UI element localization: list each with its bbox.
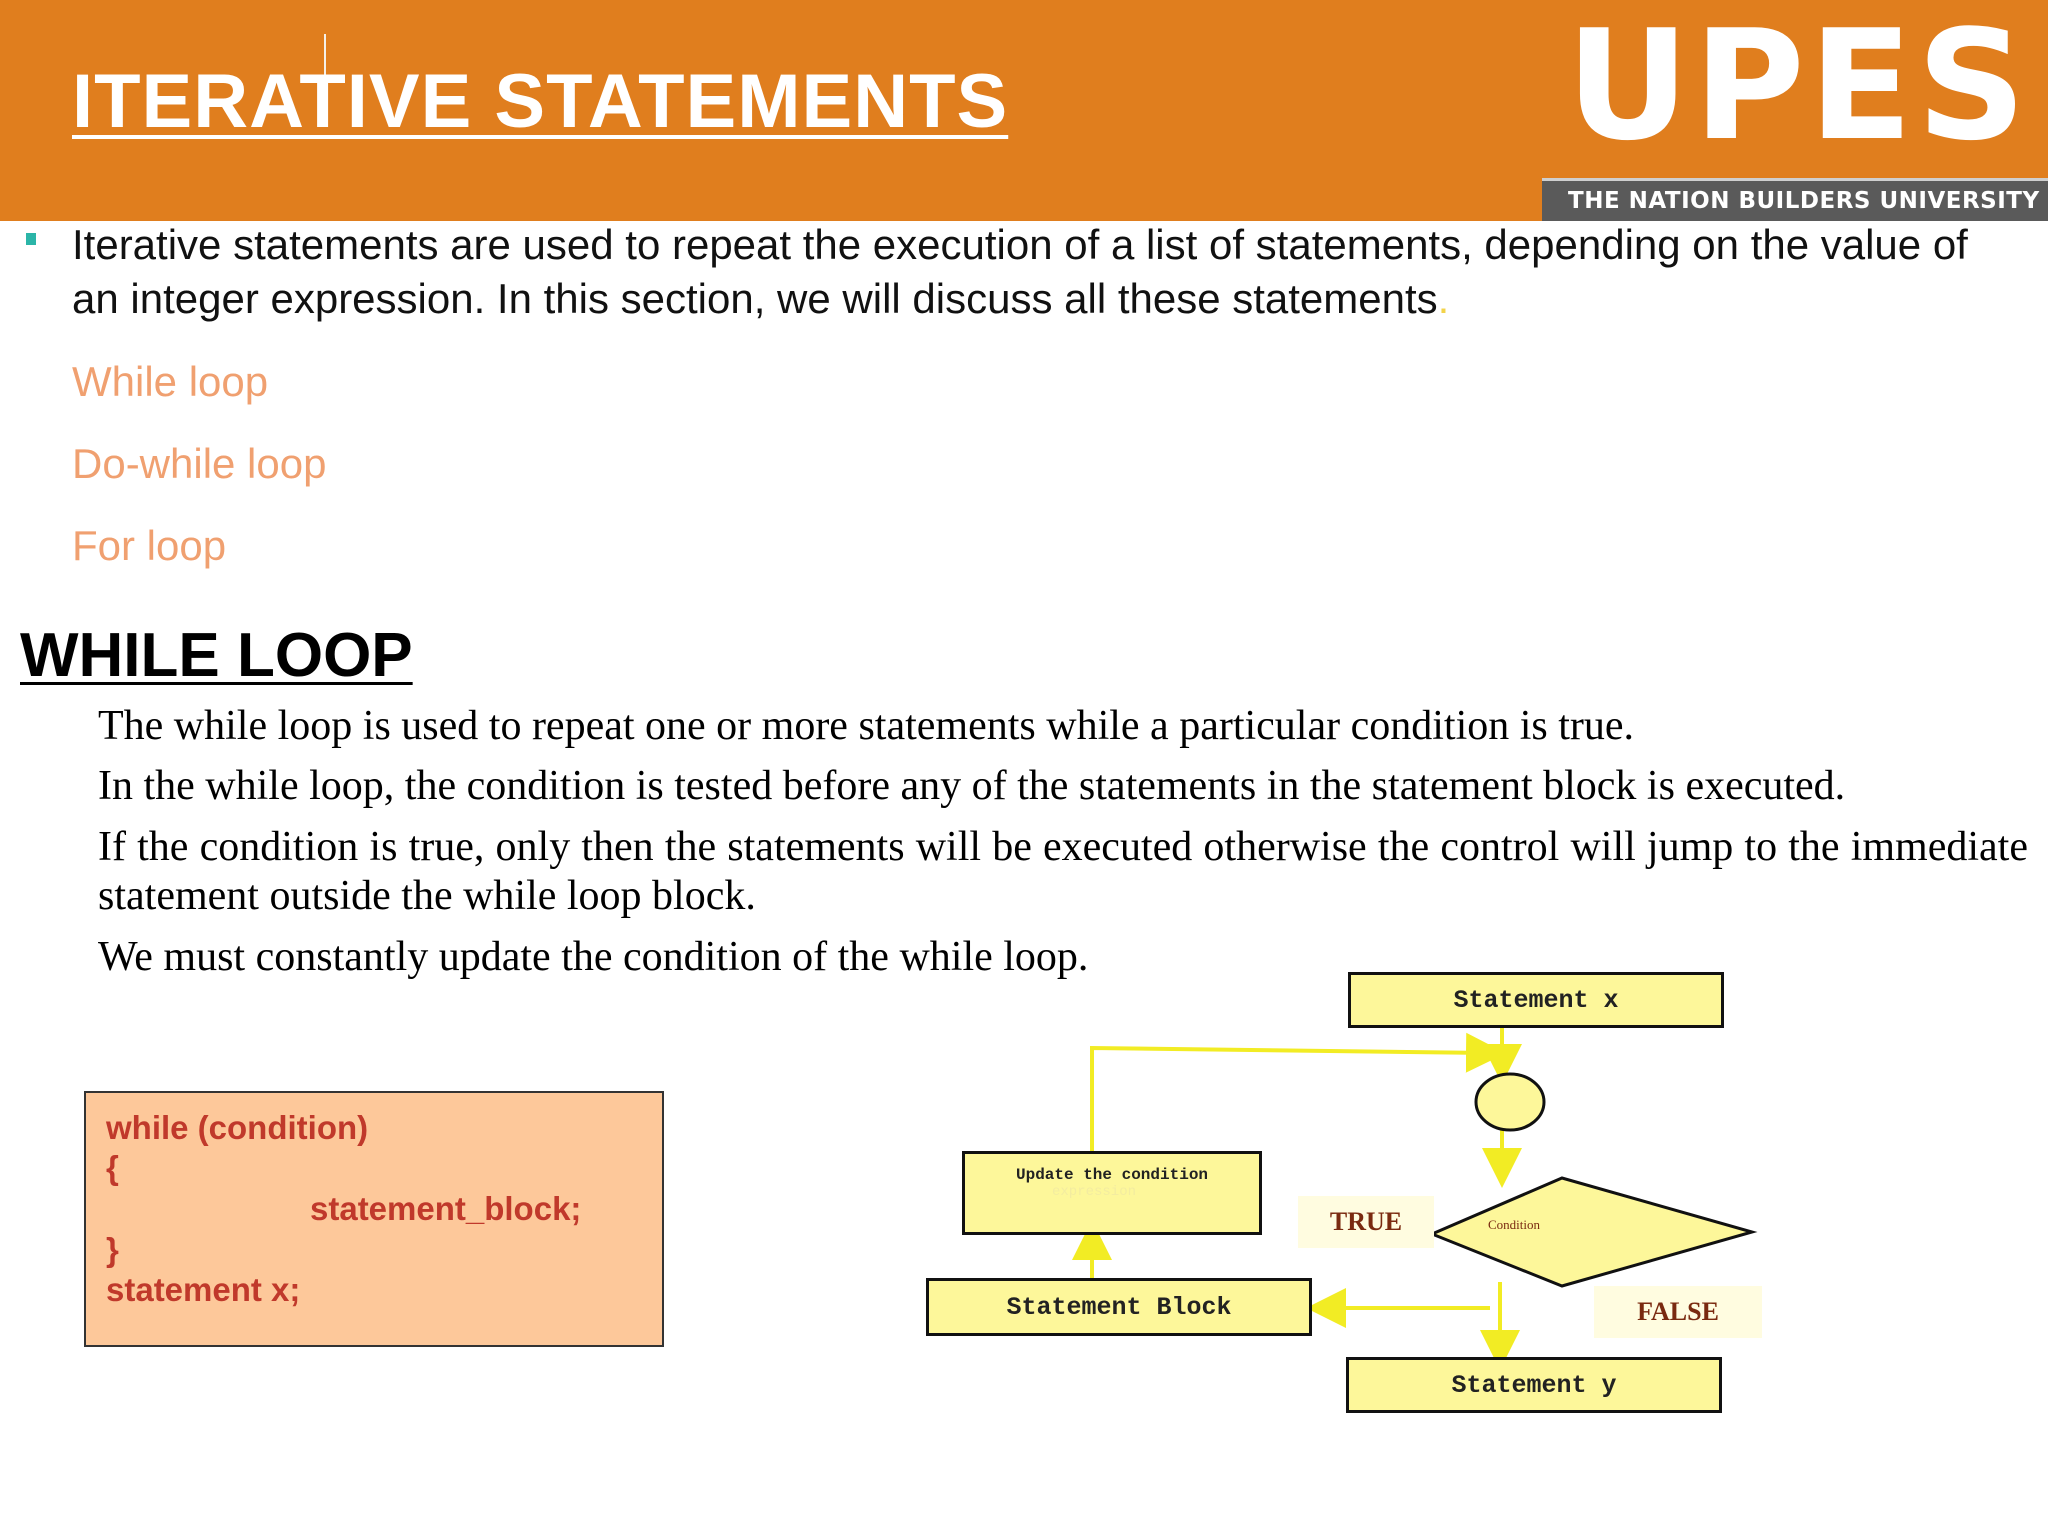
code-line-close-brace: } bbox=[106, 1231, 119, 1268]
statement-x-box bbox=[1348, 972, 1724, 1028]
logo-wordmark: UPES bbox=[1566, 0, 2031, 174]
statement-x-label: Statement x bbox=[1453, 985, 1619, 1015]
condition-diamond bbox=[1432, 1178, 1752, 1286]
intro-text: Iterative statements are used to repeat the execution of a list of statements, depending on the value of an integer expression. In this section, we will discuss all these statements bbox=[72, 221, 1968, 322]
slide-title: ITERATIVE STATEMENTS bbox=[72, 59, 1009, 144]
while-paragraph-3: If the condition is true, only then the statements will be executed otherwise the control will jump to the immediate statement outside the while loop block. bbox=[98, 824, 2028, 919]
update-condition-label: Update the condition bbox=[1015, 1166, 1209, 1184]
while-paragraph-4: We must constantly update the condition of the while loop. bbox=[98, 934, 1089, 980]
code-line-while: while (condition) bbox=[106, 1109, 369, 1146]
true-label: TRUE bbox=[1329, 1207, 1403, 1236]
loop-type-do-while: Do-while loop bbox=[72, 440, 327, 487]
false-label: FALSE bbox=[1637, 1297, 1719, 1326]
logo-tagline: THE NATION BUILDERS UNIVERSITY bbox=[1568, 188, 2040, 214]
statement-y-label: Statement y bbox=[1451, 1370, 1617, 1400]
while-paragraph-1: The while loop is used to repeat one or more statements while a particular condition is true. bbox=[98, 703, 1635, 749]
code-line-statement-x: statement x; bbox=[106, 1271, 301, 1308]
section-heading: WHILE LOOP bbox=[20, 621, 413, 690]
false-label-box bbox=[1594, 1286, 1762, 1338]
statement-block-label: Statement Block bbox=[1006, 1292, 1232, 1322]
junction-connector bbox=[1476, 1074, 1544, 1130]
while-paragraph-2: In the while loop, the condition is tested before any of the statements in the statement block is executed. bbox=[98, 763, 1846, 809]
code-line-open-brace: { bbox=[106, 1149, 119, 1186]
condition-label: Condition bbox=[1488, 1217, 1541, 1232]
update-condition-faded-text: expression bbox=[1052, 1184, 1137, 1200]
true-label-box bbox=[1298, 1196, 1434, 1248]
code-line-statement-block: statement_block; bbox=[310, 1190, 582, 1227]
intro-trailing-dot: . bbox=[1437, 275, 1450, 322]
arrow-update-loop-back bbox=[1092, 1048, 1490, 1152]
loop-type-for: For loop bbox=[72, 522, 227, 569]
statement-y-box bbox=[1346, 1357, 1722, 1413]
loop-type-while: While loop bbox=[72, 358, 269, 405]
statement-block-box bbox=[926, 1278, 1312, 1336]
